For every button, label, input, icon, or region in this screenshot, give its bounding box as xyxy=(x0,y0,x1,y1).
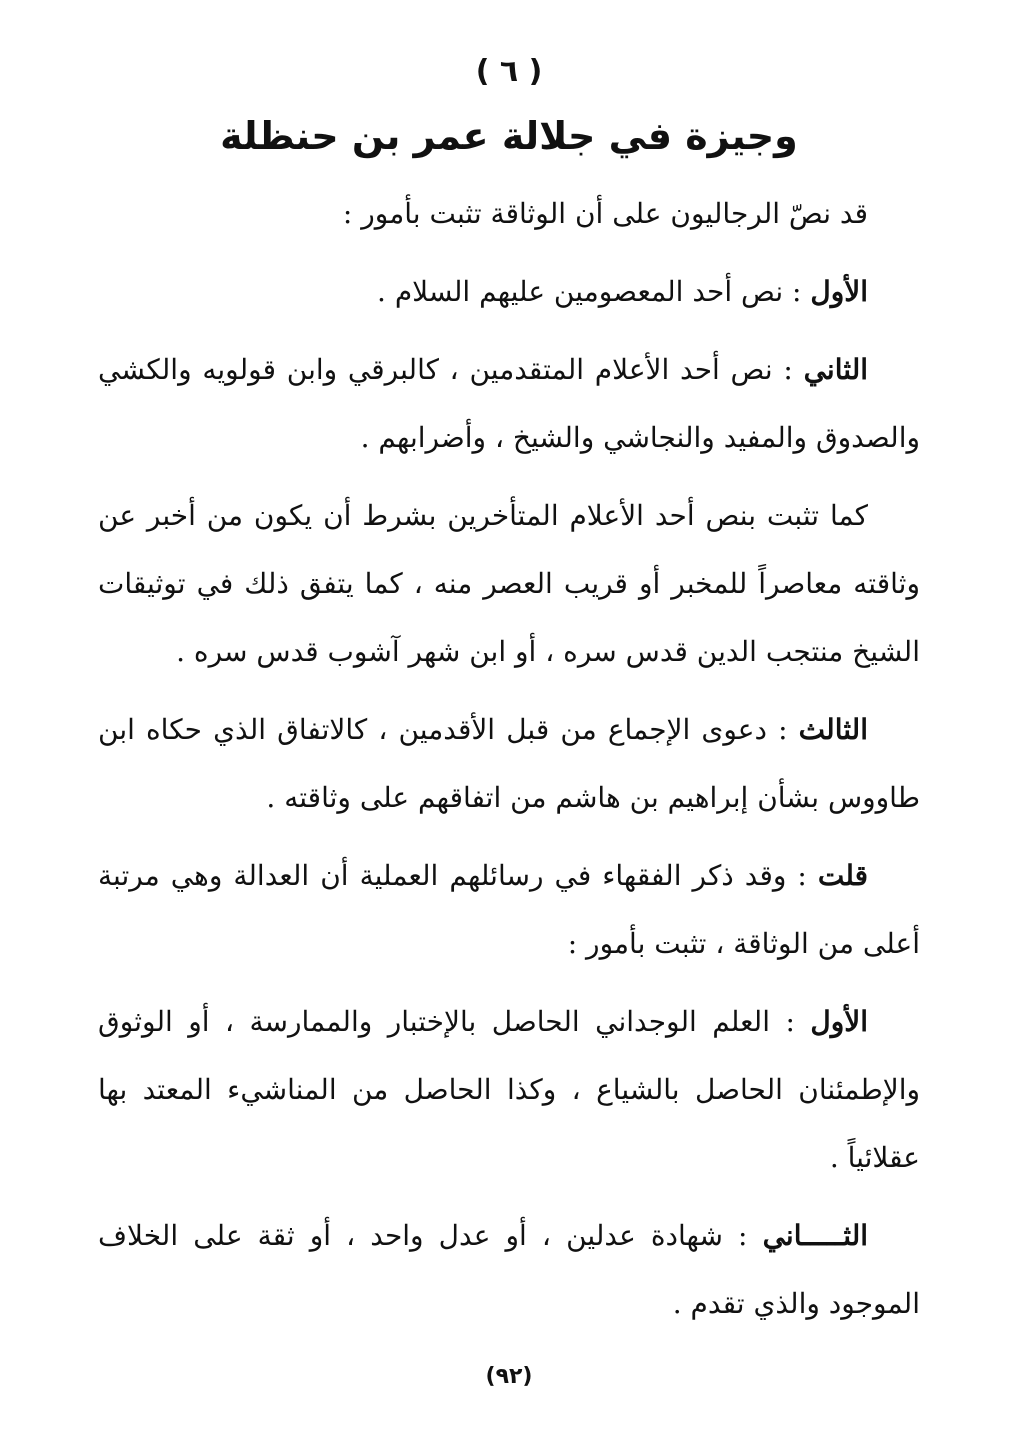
paragraph-lead: الأول xyxy=(810,275,868,308)
chapter-number: ( ٦ ) xyxy=(475,54,543,89)
page-number: (٩٢) xyxy=(485,1364,533,1389)
paragraph-text: قد نصّ الرجاليون على أن الوثاقة تثبت بأمور : xyxy=(342,197,868,230)
body-text xyxy=(98,180,920,1348)
paragraph xyxy=(98,482,920,686)
paragraph xyxy=(98,988,920,1192)
paragraph-text: : نص أحد المعصومين عليهم السلام . xyxy=(377,275,811,308)
paragraph-text: : وقد ذكر الفقهاء في رسائلهم العملية أن العدالة وهي مرتبة أعلى من الوثاقة ، تثبت بأمور : xyxy=(98,859,920,960)
paragraph-text: : دعوى الإجماع من قبل الأقدمين ، كالاتفاق الذي حكاه ابن طاووس بشأن إبراهيم بن هاشم من اتفاقهم على وثاقته . xyxy=(98,713,920,814)
paragraph-text: : العلم الوجداني الحاصل بالإختبار والممارسة ، أو الوثوق والإطمئنان الحاصل بالشياع ، وكذا الحاصل من المناشيء المعتد بها عقلائياً . xyxy=(98,1005,920,1174)
paragraph xyxy=(98,696,920,832)
paragraph-lead: قلت xyxy=(817,859,868,892)
paragraph-lead: الثـــــاني xyxy=(762,1219,868,1252)
paragraph xyxy=(98,336,920,472)
paragraph-lead: الثالث xyxy=(798,713,868,746)
paragraph xyxy=(98,180,920,248)
paragraph-lead: الثاني xyxy=(803,353,868,386)
chapter-title: وجيزة في جلالة عمر بن حنظلة xyxy=(220,114,798,158)
paragraph-text: : نص أحد الأعلام المتقدمين ، كالبرقي وابن قولويه والكشي والصدوق والمفيد والنجاشي والشيخ ، وأضرابهم . xyxy=(98,353,920,454)
paragraph-lead: الأول xyxy=(810,1005,868,1038)
paragraph-text: : شهادة عدلين ، أو عدل واحد ، أو ثقة على الخلاف الموجود والذي تقدم . xyxy=(98,1219,920,1320)
paragraph xyxy=(98,1202,920,1338)
paragraph xyxy=(98,258,920,326)
paragraph-text: كما تثبت بنص أحد الأعلام المتأخرين بشرط أن يكون من أخبر عن وثاقته معاصراً للمخبر أو قريب العصر منه ، كما يتفق ذلك في توثيقات الشيخ منتجب الدين قدس سره ، أو ابن شهر آشوب قدس سره . xyxy=(98,499,920,668)
paragraph xyxy=(98,842,920,978)
